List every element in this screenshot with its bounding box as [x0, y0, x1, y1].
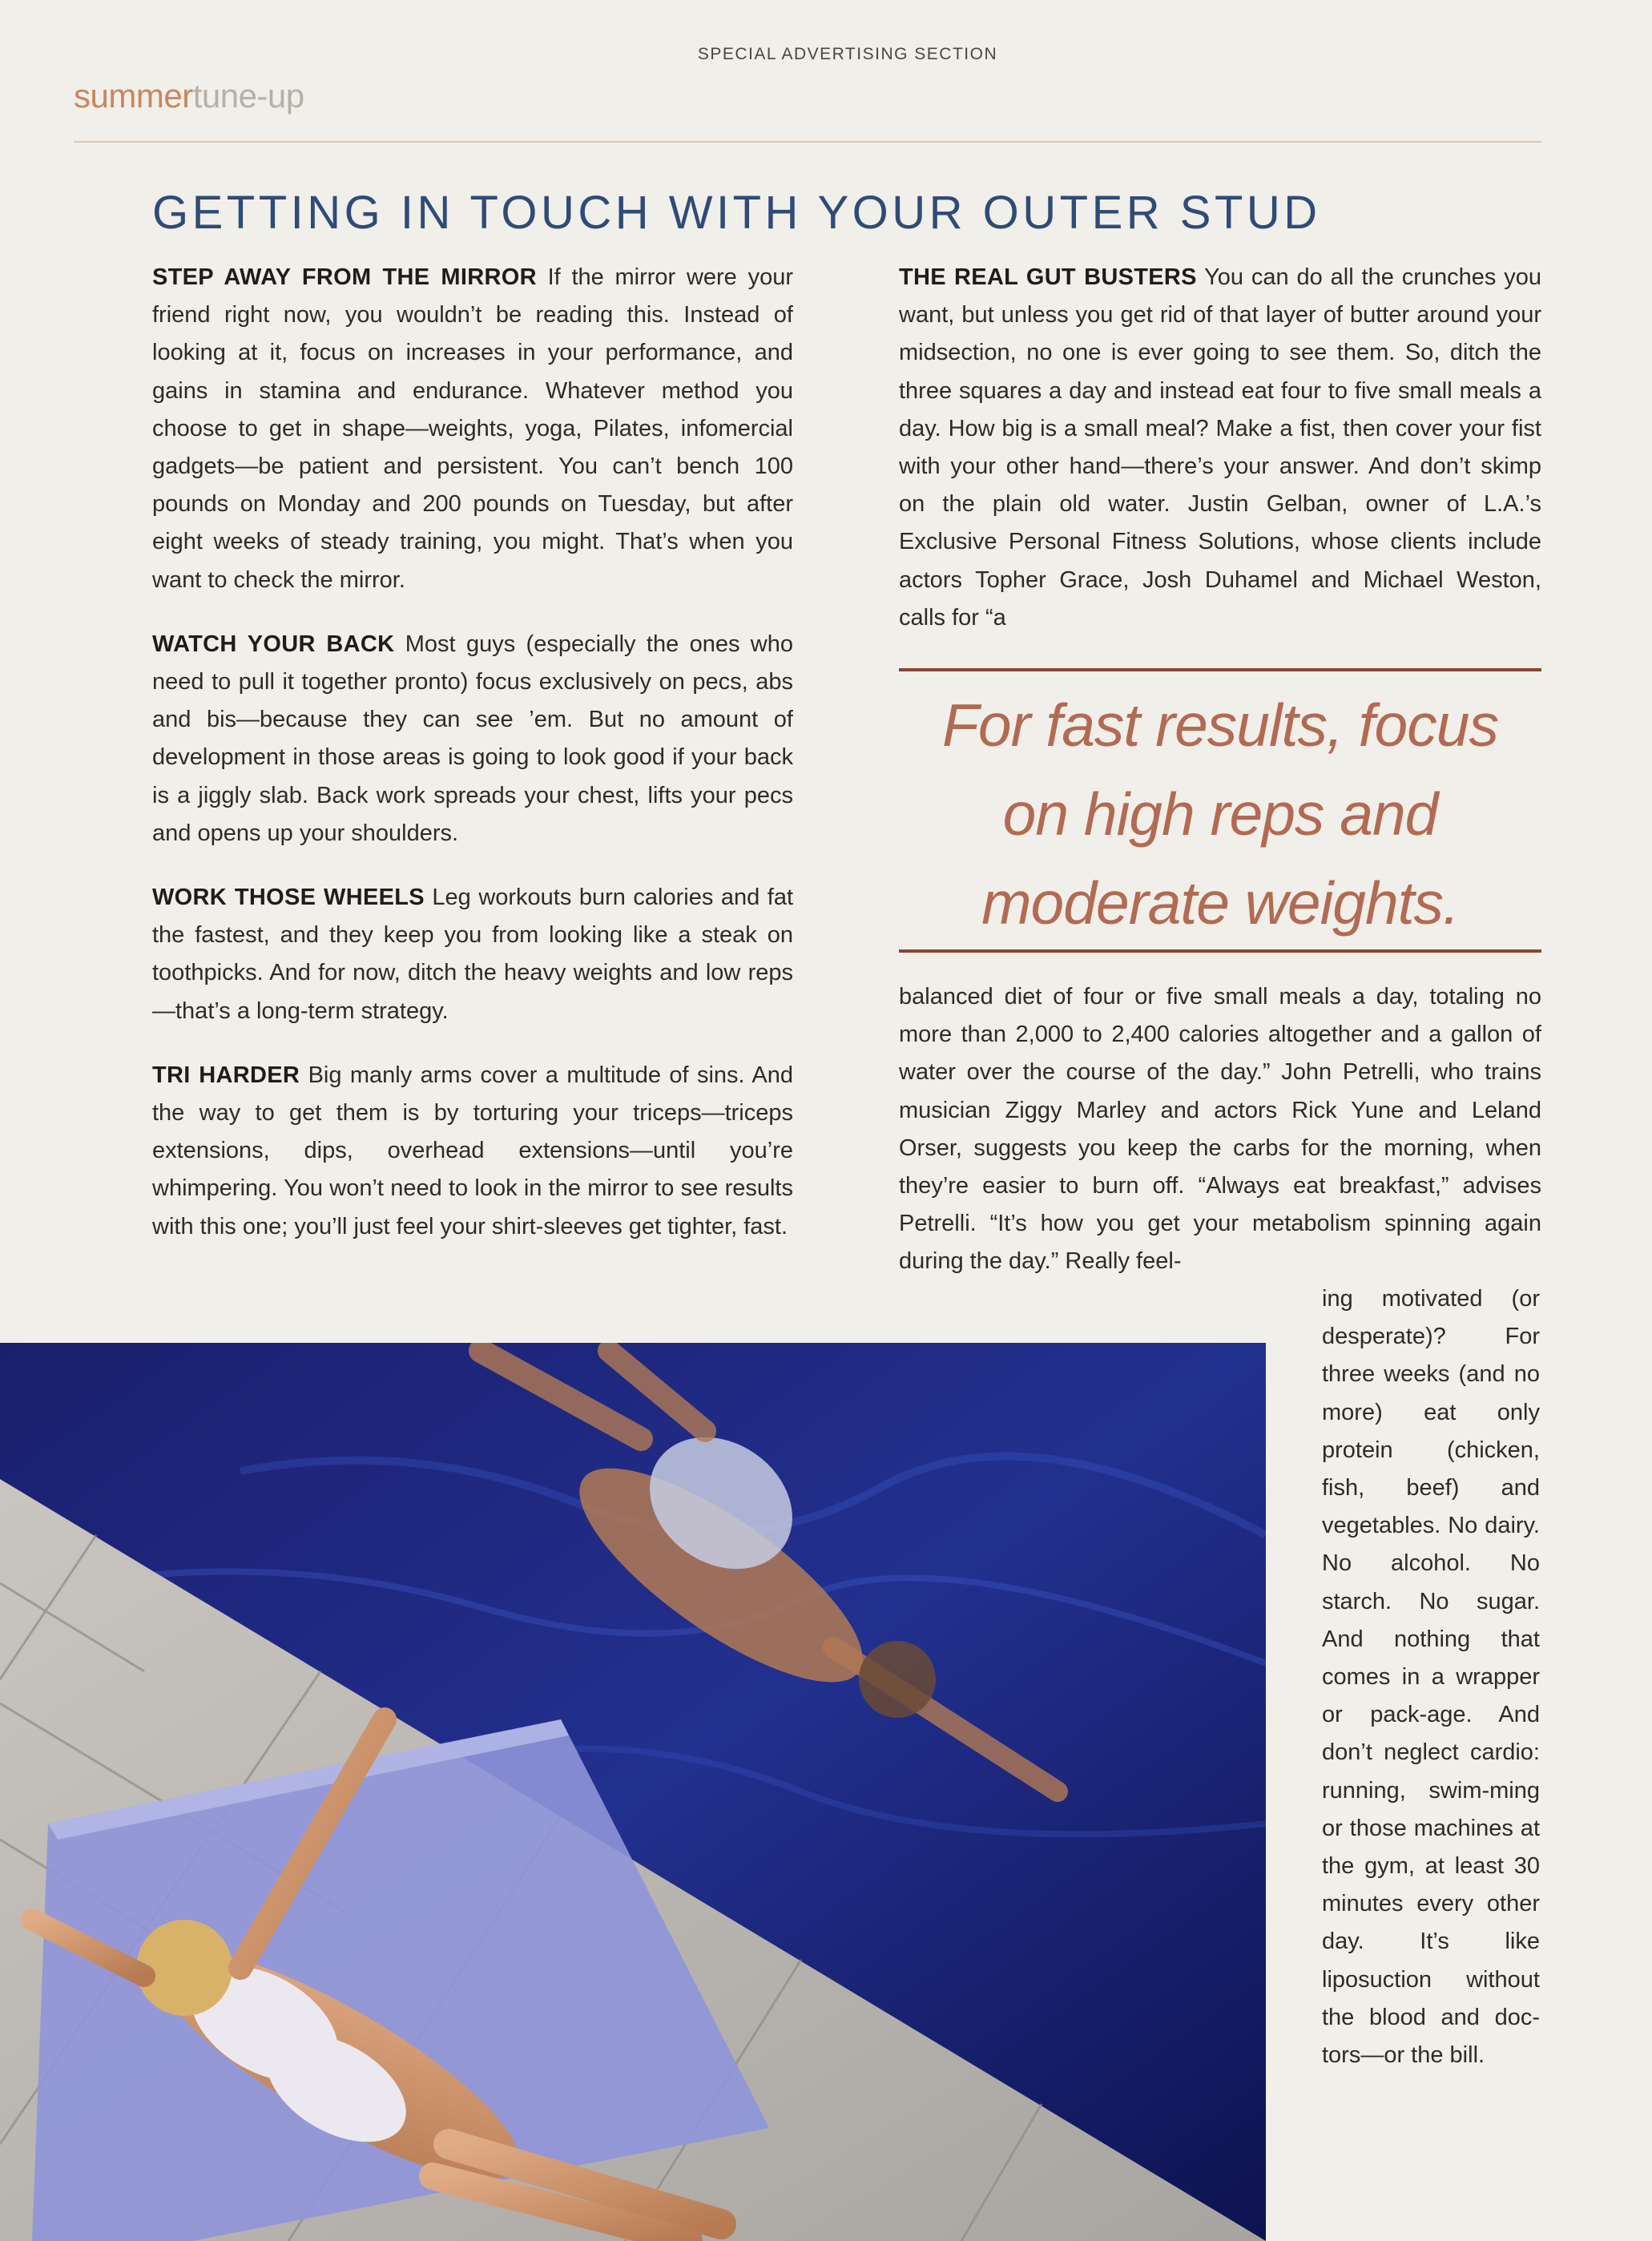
pull-quote-line: For fast results, focus	[942, 691, 1498, 759]
left-column	[152, 259, 793, 1272]
paragraph-tri	[152, 1057, 793, 1246]
body-gut-end: ing motivated (or desperate)? For three weeks (and no more) eat only protein (chicken, fish, beef) and vegetables. No dairy. No alcohol. No starch. No sugar. And nothing that comes in a wrapper or pack-age. And don’t neglect cardio: running, swim-ming or those machines at the gym, at least 30 minutes every other day. It’s like liposuction without the blood and doc-tors—or the bill.	[1322, 1286, 1540, 2069]
section-rule	[74, 141, 1541, 143]
subhead-gut: THE REAL GUT BUSTERS	[899, 264, 1197, 290]
section-name-part-a: summer	[74, 77, 193, 115]
paragraph-gut	[899, 259, 1541, 637]
subhead-mirror: STEP AWAY FROM THE MIRROR	[152, 264, 537, 290]
pull-quote-line: on high reps and	[1002, 780, 1438, 848]
right-column-top	[899, 259, 1541, 663]
right-column-narrow	[1322, 1280, 1540, 2101]
special-advertising-label: SPECIAL ADVERTISING SECTION	[697, 45, 998, 63]
body-gut: You can do all the crunches you want, but unless you get rid of that layer of butter around your midsection, no one is ever going to see them. So, ditch the three squares a day and instead eat four to five small meals a day. How big is a small meal? Make a fist, then cover your fist with your other hand—there’s your answer. And don’t skimp on the plain old water. Justin Gelban, owner of L.A.’s Exclusive Personal Fitness Solutions, whose clients include actors Topher Grace, Josh Duhamel and Michael Weston, calls for “a	[899, 264, 1541, 631]
section-name	[74, 77, 304, 115]
paragraph-wheels	[152, 879, 793, 1030]
pull-quote-line: moderate weights.	[981, 869, 1459, 937]
body-wheels: Leg workouts burn calories and fat the fastest, and they keep you from looking like a steak on toothpicks. And for now, ditch the heavy weights and low reps—that’s a long-term strategy.	[152, 885, 793, 1024]
pull-quote-rule-bottom	[899, 949, 1541, 953]
body-back: Most guys (especially the ones who need to pull it together pronto) focus exclusively on pecs, abs and bis—because they can see ’em. But no amount of development in those areas is going to look good if your back is a jiggly slab. Back work spreads your chest, lifts your pecs and opens up your shoulders.	[152, 631, 794, 846]
section-name-part-b: tune-up	[192, 77, 304, 115]
pull-quote-rule-top	[899, 668, 1541, 671]
paragraph-back	[152, 626, 793, 852]
subhead-back: WATCH YOUR BACK	[152, 631, 395, 657]
body-mirror: If the mirror were your friend right now, you wouldn’t be reading this. Instead of looking at it, focus on increases in your performance, and gains in stamina and endurance. Whatever method you choose to get in shape—weights, yoga, Pilates, infomercial gadgets—be patient and persistent. You can’t bench 100 pounds on Monday and 200 pounds on Tuesday, but after eight weeks of steady training, you might. That’s when you want to check the mirror.	[152, 264, 793, 593]
subhead-tri: TRI HARDER	[152, 1062, 300, 1088]
paragraph-mirror	[152, 259, 793, 599]
body-gut-continued: balanced diet of four or five small meals a day, totaling no more than 2,000 to 2,400 calories altogether and a gallon of water over the course of the day.” John Petrelli, who trains musician Ziggy Marley and actors Rick Yune and Leland Orser, suggests you keep the carbs for the morning, when they’re easier to burn off. “Always eat breakfast,” advises Petrelli. “It’s how you get your metabolism spinning again during the day.” Really feel-	[899, 984, 1541, 1275]
pool-photo	[0, 1343, 1266, 2241]
article-headline: GETTING IN TOUCH WITH YOUR OUTER STUD	[152, 187, 1321, 239]
subhead-wheels: WORK THOSE WHEELS	[152, 885, 425, 911]
body-tri: Big manly arms cover a multitude of sins. And the way to get them is by torturing your triceps—triceps extensions, dips, overhead extensions—until you’re whimpering. You won’t need to look in the mirror to see results with this one; you’ll just feel your shirt-sleeves get tighter, fast.	[152, 1062, 793, 1239]
pull-quote	[899, 681, 1541, 948]
right-column-middle	[899, 978, 1541, 1308]
